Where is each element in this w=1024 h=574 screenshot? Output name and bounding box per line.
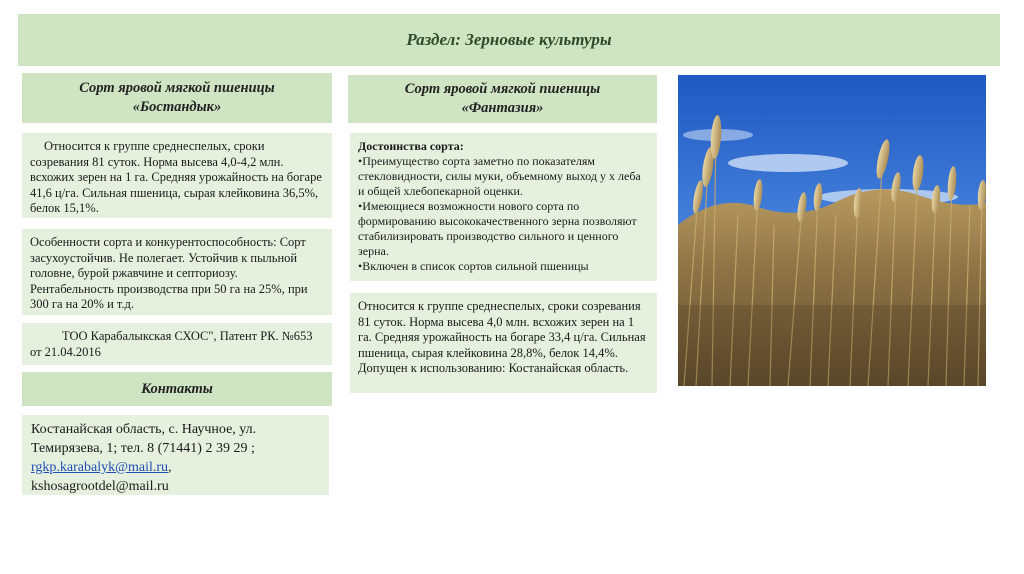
advantage-item: •Преимущество сорта заметно по показателям стекловидности, силы муки, объемному выход у х леба и общей хлебопекарной оценки.	[358, 154, 641, 198]
variety-title-line1: Сорт яровой мягкой пшеницы	[404, 81, 601, 97]
fantaziya-description-text: Относится к группе среднеспелых, сроки созревания 81 суток. Норма высева 4,0 млн. всхожих зерен на 1 га. Средняя урожайность на богаре 33,4 ц/га. Сильная пшеница, сырая клейковина 28,8%, белок 14,4%. Допущен к использованию: Костанайская область.	[358, 299, 646, 375]
email-link-karabalyk[interactable]: rgkp.karabalyk@mail.ru	[31, 460, 169, 475]
bostandyk-features	[22, 229, 332, 315]
variety-title-bostandyk	[22, 73, 332, 123]
wheat-field-photo	[678, 75, 986, 386]
variety-title-line2: «Бостандык»	[132, 99, 222, 115]
section-title: Раздел: Зерновые культуры	[406, 30, 612, 49]
bostandyk-patent	[22, 323, 332, 365]
bostandyk-patent-text: ТОО Карабалыкская СХОС", Патент РК. №653 от 21.04.2016	[30, 329, 313, 359]
contacts-panel	[22, 415, 329, 495]
variety-title-fantaziya	[348, 75, 657, 123]
bostandyk-features-text: Особенности сорта и конкурентоспособность: Сорт засухоустойчив. Не полегает. Устойчив к пыльной головне, бурой ржавчине и септориозу. Рентабельность производства при 50 га на 25%, при 300 га на 20% и т.д.	[30, 235, 308, 311]
section-header	[18, 14, 1000, 66]
advantage-item: •Имеющиеся возможности нового сорта по формированию высококачественного зерна позволяют стабилизировать производство сильного и ценного зерна.	[358, 199, 637, 258]
email-separator: ,	[168, 460, 172, 475]
advantage-item: •Включен в список сортов сильной пшеницы	[358, 259, 589, 273]
contacts-address-line2: Темирязева, 1; тел. 8 (71441) 2 39 29 ;	[31, 441, 255, 456]
email-kshosagrootdel: kshosagrootdel@mail.ru	[31, 479, 169, 494]
fantaziya-description	[350, 293, 657, 393]
variety-title-line1: Сорт яровой мягкой пшеницы	[79, 80, 275, 96]
advantages-heading: Достоинства сорта:	[358, 139, 464, 153]
bostandyk-description	[22, 133, 332, 218]
contacts-title-box	[22, 372, 332, 406]
wheat-field-image	[678, 75, 986, 386]
contacts-title: Контакты	[141, 380, 213, 397]
advantages-list	[358, 154, 649, 274]
fantaziya-advantages	[350, 133, 657, 281]
contacts-address-line1: Костанайская область, с. Научное, ул.	[31, 422, 257, 437]
variety-title-line2: «Фантазия»	[461, 100, 544, 116]
bostandyk-description-text: Относится к группе среднеспелых, сроки созревания 81 суток. Норма высева 4,0-4,2 млн. всхожих зерен на 1 га. Средняя урожайность на богаре 41,6 ц/га. Сильная пшеница, сырая клейковина 36,5%, белок 15,1%.	[30, 139, 322, 215]
